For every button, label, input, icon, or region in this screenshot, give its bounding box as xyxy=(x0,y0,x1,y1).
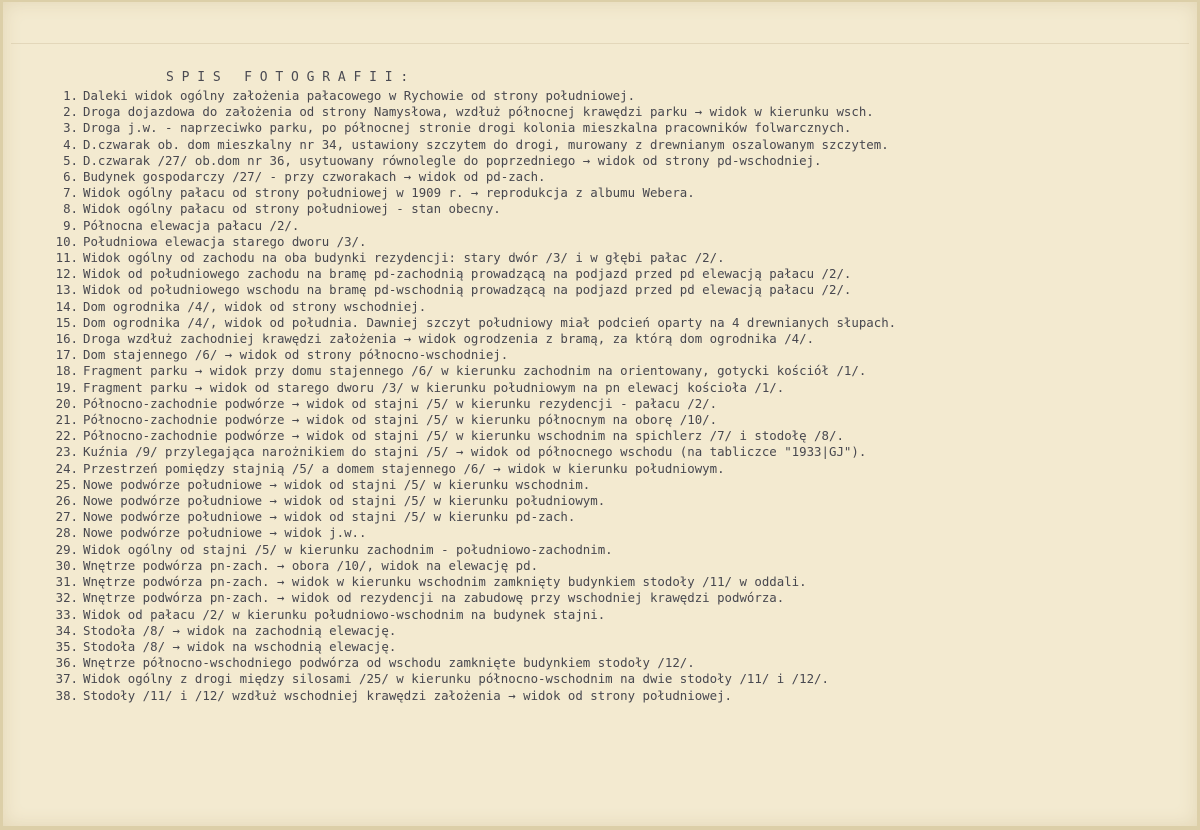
list-item xyxy=(3,218,1193,234)
list-item xyxy=(3,525,1193,541)
item-description: Daleki widok ogólny założenia pałacowego w Rychowie od strony południowej. xyxy=(83,88,636,103)
list-item xyxy=(3,590,1193,606)
list-item xyxy=(3,477,1193,493)
list-item xyxy=(3,347,1193,363)
item-description: Widok ogólny z drogi między silosami /25/ w kierunku północno-wschodnim na dwie stodoły /11/ i /12/. xyxy=(83,671,829,687)
item-description: Nowe podwórze południowe → widok j.w.. xyxy=(83,525,367,541)
item-number: 28. xyxy=(55,525,78,541)
item-description: Stodoła /8/ → widok na zachodnią elewację. xyxy=(83,622,397,638)
item-number: 16. xyxy=(55,331,78,347)
list-item xyxy=(3,542,1193,558)
item-description: Kuźnia /9/ przylegająca narożnikiem do stajni /5/ → widok od północnego wschodu (na tabliczce "1933|GJ"). xyxy=(83,444,867,460)
item-number: 25. xyxy=(55,476,78,492)
item-description: D.czwarak ob. dom mieszkalny nr 34, ustawiony szczytem do drogi, murowany z drewnianym oszalowanym szczytem. xyxy=(83,136,889,152)
item-description: Nowe podwórze południowe → widok od stajni /5/ w kierunku południowym. xyxy=(83,493,606,509)
item-number: 22. xyxy=(55,428,78,444)
list-item xyxy=(3,363,1193,379)
item-number: 33. xyxy=(55,606,78,622)
list-item xyxy=(3,120,1193,136)
list-item xyxy=(3,201,1193,217)
item-description: Widok ogólny pałacu od strony południowej - stan obecny. xyxy=(83,201,501,217)
list-item xyxy=(3,655,1193,671)
item-description: Północno-zachodnie podwórze → widok od stajni /5/ w kierunku północnym na oborę /10/. xyxy=(83,412,718,428)
paper-crease xyxy=(11,43,1189,44)
item-number: 11. xyxy=(55,250,78,266)
list-item xyxy=(3,169,1193,185)
item-number: 9. xyxy=(63,217,78,233)
item-number: 27. xyxy=(55,509,78,525)
item-description: Północno-zachodnie podwórze → widok od stajni /5/ w kierunku wschodnim na spichlerz /7/ i stodołę /8/. xyxy=(83,428,844,444)
item-number: 18. xyxy=(55,363,78,379)
item-description: Stodoła /8/ → widok na wschodnią elewację. xyxy=(83,638,397,654)
list-item xyxy=(3,493,1193,509)
item-description: Widok od pałacu /2/ w kierunku południowo-wschodnim na budynek stajni. xyxy=(83,606,606,622)
list-item xyxy=(3,623,1193,639)
list-item xyxy=(3,137,1193,153)
item-description: Widok od południowego zachodu na bramę pd-zachodnią prowadzącą na podjazd przed pd elewacją pałacu /2/. xyxy=(83,266,852,282)
item-number: 17. xyxy=(55,347,78,363)
item-description: Fragment parku → widok przy domu stajennego /6/ w kierunku zachodnim na orientowany, gotycki kościół /1/. xyxy=(83,363,867,379)
item-description: D.czwarak /27/ ob.dom nr 36, usytuowany równolegle do poprzedniego → widok od strony pd-wschodniej. xyxy=(83,152,822,168)
list-item xyxy=(3,671,1193,687)
list-item xyxy=(3,558,1193,574)
item-description: Południowa elewacja starego dworu /3/. xyxy=(83,233,367,249)
page-title: SPIS FOTOGRAFII: xyxy=(166,70,417,85)
list-item xyxy=(3,282,1193,298)
item-number: 2. xyxy=(63,104,78,120)
list-item xyxy=(3,315,1193,331)
item-number: 38. xyxy=(55,687,78,703)
list-item xyxy=(3,266,1193,282)
paper-sheet xyxy=(3,2,1197,826)
item-description: Widok od południowego wschodu na bramę pd-wschodnią prowadzącą na podjazd przed pd elewacją pałacu /2/. xyxy=(83,282,852,298)
item-number: 20. xyxy=(55,395,78,411)
list-item xyxy=(3,607,1193,623)
item-number: 3. xyxy=(63,120,78,136)
list-item xyxy=(3,396,1193,412)
item-description: Widok ogólny od stajni /5/ w kierunku zachodnim - południowo-zachodnim. xyxy=(83,541,613,557)
item-number: 35. xyxy=(55,638,78,654)
item-number: 10. xyxy=(55,233,78,249)
item-number: 26. xyxy=(55,493,78,509)
item-number: 15. xyxy=(55,314,78,330)
list-item xyxy=(3,639,1193,655)
item-description: Droga j.w. - naprzeciwko parku, po północnej stronie drogi kolonia mieszkalna pracowników folwarcznych. xyxy=(83,120,852,136)
item-description: Fragment parku → widok od starego dworu /3/ w kierunku południowym na pn elewacj kościoła /1/. xyxy=(83,379,785,395)
list-item xyxy=(3,250,1193,266)
item-number: 4. xyxy=(63,136,78,152)
item-number: 24. xyxy=(55,460,78,476)
list-item xyxy=(3,461,1193,477)
item-number: 8. xyxy=(63,201,78,217)
item-description: Widok ogólny od zachodu na oba budynki rezydencji: stary dwór /3/ i w głębi pałac /2/. xyxy=(83,250,725,266)
item-description: Dom ogrodnika /4/, widok od południa. Dawniej szczyt południowy miał podcień oparty na 4 drewnianych słupach. xyxy=(83,314,897,330)
item-description: Wnętrze podwórza pn-zach. → widok od rezydencji na zabudowę przy wschodniej krawędzi podwórza. xyxy=(83,590,785,606)
item-description: Droga wzdłuż zachodniej krawędzi założenia → widok ogrodzenia z bramą, za którą dom ogrodnika /4/. xyxy=(83,331,815,347)
item-number: 6. xyxy=(63,169,78,185)
photo-list xyxy=(3,88,1193,704)
item-number: 34. xyxy=(55,622,78,638)
item-number: 14. xyxy=(55,298,78,314)
list-item xyxy=(3,380,1193,396)
list-item xyxy=(3,688,1193,704)
item-number: 29. xyxy=(55,541,78,557)
list-item xyxy=(3,153,1193,169)
item-number: 5. xyxy=(63,152,78,168)
item-number: 21. xyxy=(55,412,78,428)
list-item xyxy=(3,88,1193,104)
item-number: 31. xyxy=(55,574,78,590)
item-description: Dom stajennego /6/ → widok od strony północno-wschodniej. xyxy=(83,347,509,363)
list-item xyxy=(3,234,1193,250)
item-description: Północno-zachodnie podwórze → widok od stajni /5/ w kierunku rezydencji - pałacu /2/. xyxy=(83,395,718,411)
list-item xyxy=(3,331,1193,347)
item-description: Przestrzeń pomiędzy stajnią /5/ a domem stajennego /6/ → widok w kierunku południowym. xyxy=(83,460,725,476)
item-description: Nowe podwórze południowe → widok od stajni /5/ w kierunku pd-zach. xyxy=(83,509,576,525)
item-description: Droga dojazdowa do założenia od strony Namysłowa, wzdłuż północnej krawędzi parku → widok w kierunku wsch. xyxy=(83,104,874,120)
item-number: 30. xyxy=(55,557,78,573)
item-number: 19. xyxy=(55,379,78,395)
item-number: 13. xyxy=(55,282,78,298)
list-item xyxy=(3,104,1193,120)
item-number: 12. xyxy=(55,266,78,282)
item-description: Nowe podwórze południowe → widok od stajni /5/ w kierunku wschodnim. xyxy=(83,476,591,492)
item-description: Wnętrze północno-wschodniego podwórza od wschodu zamknięte budynkiem stodoły /12/. xyxy=(83,655,695,671)
item-number: 7. xyxy=(63,185,78,201)
item-description: Budynek gospodarczy /27/ - przy czworakach → widok od pd-zach. xyxy=(83,169,546,185)
list-item xyxy=(3,428,1193,444)
list-item xyxy=(3,299,1193,315)
item-number: 32. xyxy=(55,590,78,606)
item-description: Wnętrze podwórza pn-zach. → widok w kierunku wschodnim zamknięty budynkiem stodoły /11/ w oddali. xyxy=(83,574,807,590)
item-number: 37. xyxy=(55,671,78,687)
item-number: 23. xyxy=(55,444,78,460)
list-item xyxy=(3,412,1193,428)
list-item xyxy=(3,444,1193,460)
item-description: Dom ogrodnika /4/, widok od strony wschodniej. xyxy=(83,298,427,314)
list-item xyxy=(3,509,1193,525)
item-description: Wnętrze podwórza pn-zach. → obora /10/, widok na elewację pd. xyxy=(83,557,539,573)
list-item xyxy=(3,185,1193,201)
list-item xyxy=(3,574,1193,590)
item-number: 1. xyxy=(63,88,78,103)
item-description: Stodoły /11/ i /12/ wzdłuż wschodniej krawędzi założenia → widok od strony południowej. xyxy=(83,687,733,703)
item-description: Północna elewacja pałacu /2/. xyxy=(83,217,300,233)
item-description: Widok ogólny pałacu od strony południowej w 1909 r. → reprodukcja z albumu Webera. xyxy=(83,185,695,201)
item-number: 36. xyxy=(55,655,78,671)
